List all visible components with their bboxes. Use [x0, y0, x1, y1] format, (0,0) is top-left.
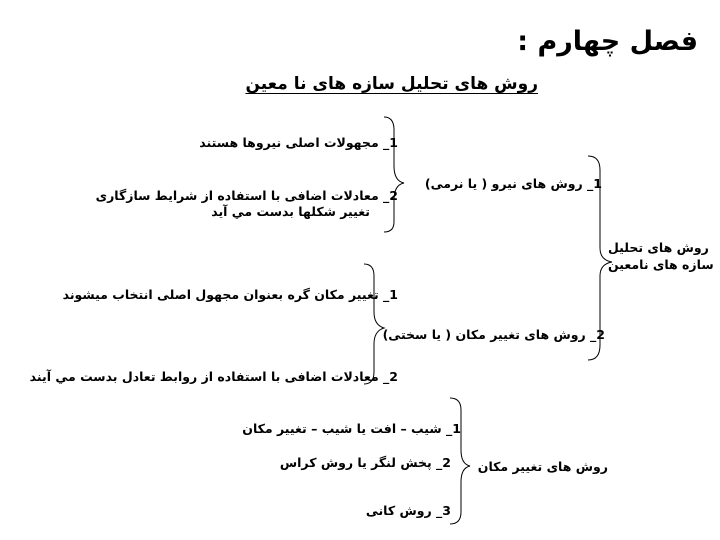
- force-item-1: 1_ مجهولات اصلی نیروها هستند: [199, 135, 398, 150]
- root-label-line2: سازه های نامعین: [608, 257, 714, 272]
- force-item-2-line1: 2_ معادلات اضافی با استفاده از شرایط سازگاری: [95, 188, 398, 203]
- method-item-1: 1_ شیب – افت یا شیب – تغییر مکان: [242, 421, 461, 436]
- method-item-3: 3_ روش کانی: [365, 503, 451, 518]
- brace-displacement-methods: [450, 398, 470, 524]
- root-label-line1: روش های تحلیل: [608, 240, 709, 255]
- displacement-item-2: 2_ معادلات اضافی با استفاده از روابط تعادل بدست مي آیند: [29, 369, 398, 384]
- section-subtitle: روش های تحلیل سازه های نا معین: [245, 74, 538, 94]
- force-method-label: 1_ روش های نیرو ( یا نرمی): [424, 176, 602, 191]
- force-item-2-line2: تغییر شکلها بدست مي آید: [211, 204, 370, 219]
- brace-displacement-method: [364, 264, 384, 384]
- methods-label: روش های تغییر مکان: [477, 459, 608, 474]
- method-item-2: 2_ پخش لنگر یا روش کراس: [279, 455, 451, 470]
- chapter-title: فصل چهارم :: [517, 26, 698, 57]
- displacement-method-label: 2_ روش های تغییر مکان ( یا سختی): [382, 327, 605, 342]
- displacement-item-1: 1_ تغییر مکان گره بعنوان مجهول اصلی انتخاب میشوند: [62, 287, 398, 302]
